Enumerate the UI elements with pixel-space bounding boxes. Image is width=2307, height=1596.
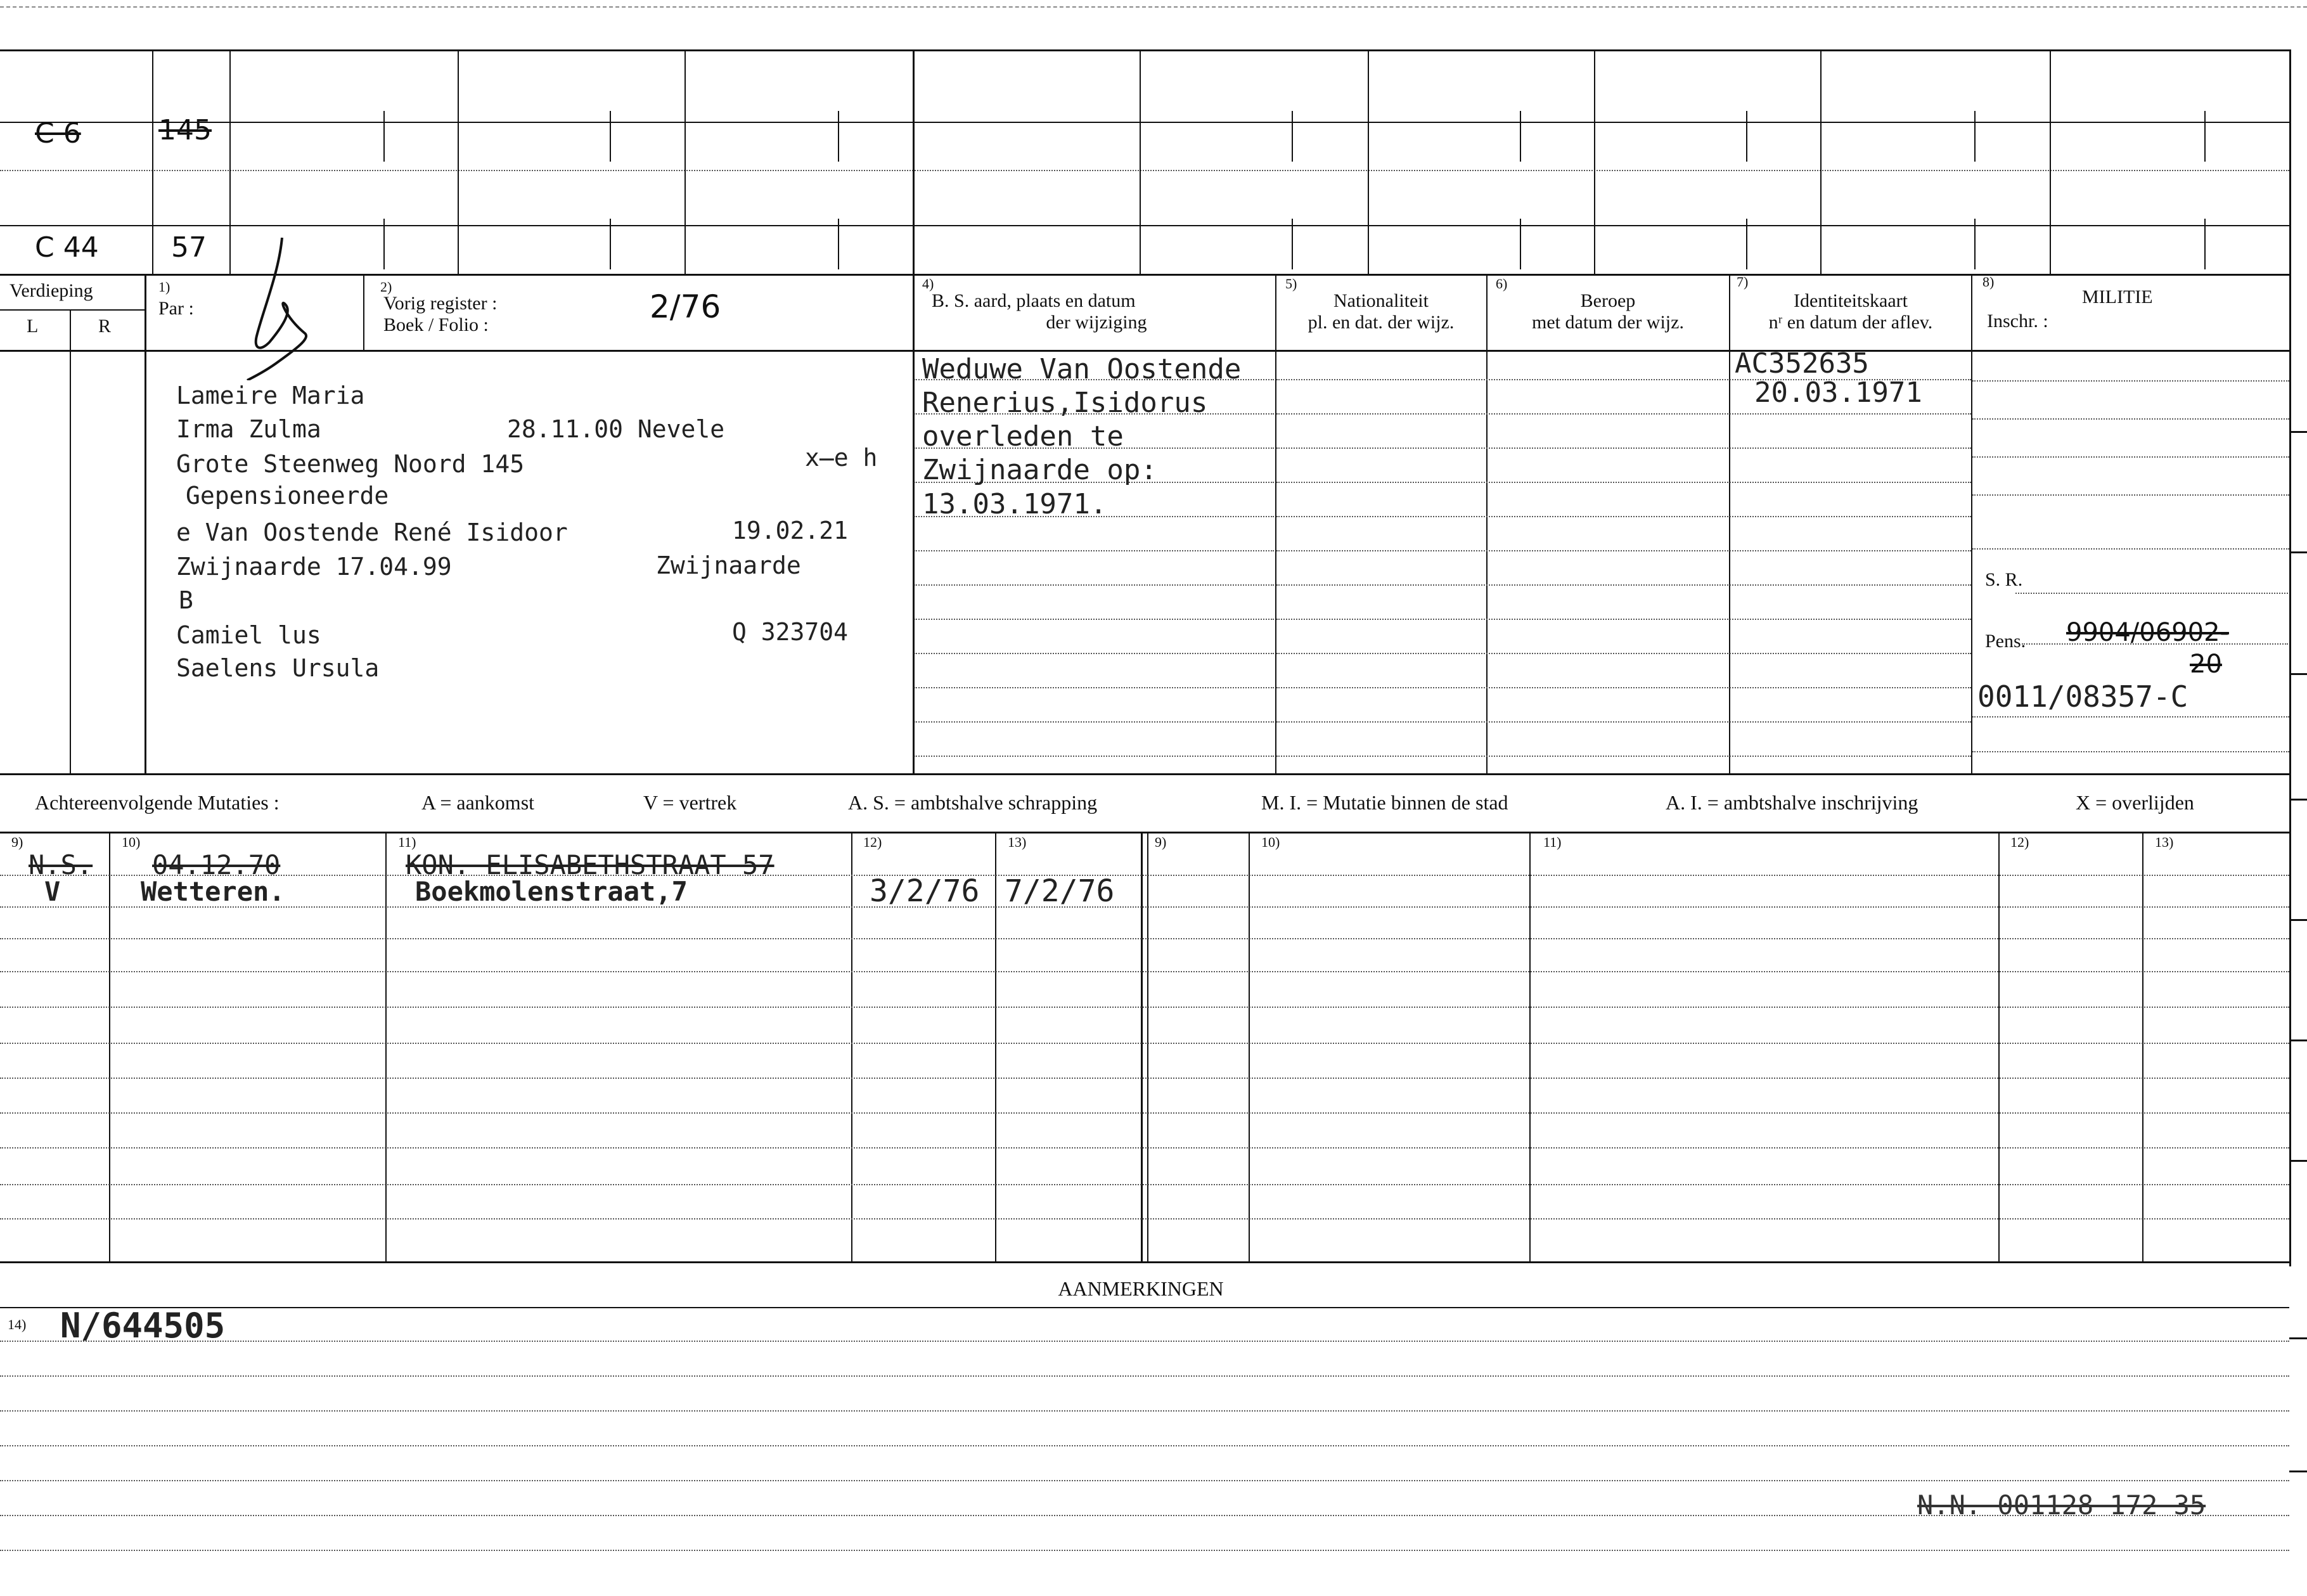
scan-top-edge [0,6,2307,8]
grid-tick [838,219,839,269]
rule [0,1410,2289,1412]
boek-folio-value: 2/76 [650,288,721,325]
legend-v: V = vertrek [643,791,737,814]
mut-vline [1147,832,1148,1263]
grid-tick [2204,111,2206,162]
grid-vline [684,49,686,275]
mut-vline [2142,832,2143,1263]
rule [2015,593,2288,594]
num-7: 7) [1737,274,1749,290]
bs-wijziging-line: overleden te [922,420,1124,453]
grid-tick [1520,219,1521,269]
mut-vline [1998,832,2000,1263]
grid-tick [383,219,385,269]
nationaliteit-label-1: Nationaliteit [1333,290,1429,311]
rule [1276,653,1971,654]
edge-tick [2289,431,2307,433]
bs-wijziging-line: Renerius,Isidorus [922,387,1208,419]
mut-row1-date: 04.12.70 [152,849,281,880]
grid-vline [2050,49,2051,275]
grid-tick [610,111,611,162]
rule [1276,756,1971,757]
num-6: 6) [1496,276,1508,292]
rule [1276,584,1971,586]
legend-ai: A. I. = ambtshalve inschrijving [1666,791,1918,814]
grid-vline [913,49,915,775]
num-14: 14) [8,1316,27,1332]
aanmerkingen-value: N/644505 [60,1306,226,1346]
rule [1276,516,1971,517]
mut-vline [1249,832,1250,1263]
edge-tick [2289,799,2307,801]
grid-tick [838,111,839,162]
edge-tick [2289,1039,2307,1041]
rule [1972,418,2289,420]
inschr-label: Inschr. : [1987,311,2048,331]
rule [1972,380,2289,382]
l-label: L [27,316,39,337]
nationaliteit-label-2: pl. en dat. der wijz. [1308,312,1455,333]
grid-tick [1746,111,1747,162]
top-row2-code: C 44 [35,231,99,264]
num-2: 2) [380,279,392,295]
mut-vline [851,832,852,1263]
person-line8a: Camiel lus [176,621,321,649]
mut-row2-date13: 7/2/76 [1005,873,1115,909]
mut-vline [1141,832,1143,1263]
grid-tick [610,219,611,269]
mut-row1-ns: N.S. [29,849,93,880]
col6-vline [1486,274,1488,775]
mut-col-num: 11) [398,834,416,850]
verdieping-label: Verdieping [10,280,93,301]
rule [1276,482,1971,483]
mut-col-num: 12) [2010,834,2029,850]
identiteitskaart-label-1: Identiteitskaart [1794,290,1908,311]
top-row-line [0,225,2289,226]
rule [914,721,1274,723]
grid-vline [1594,49,1595,275]
legend-mi: M. I. = Mutatie binnen de stad [1261,791,1508,814]
rule [1972,456,2289,458]
par-signature-scribble [241,235,323,380]
top-row1-code: C 6 [35,117,81,150]
bs-wijziging-line: Zwijnaarde op: [922,454,1157,486]
mut-row2-city: Wetteren. [141,876,285,907]
aanmerkingen-title: AANMERKINGEN [1058,1277,1224,1300]
person-line9: Saelens Ursula [176,654,380,682]
edge-tick [2289,1160,2307,1162]
top-row1-num: 145 [158,114,212,146]
grid-vline [1140,49,1141,275]
pens-new-number: 0011/08357-C [1977,679,2188,714]
verd-vline [145,274,146,775]
rule [0,1550,2289,1551]
rule [1276,619,1971,620]
col8-vline [1971,274,1972,775]
person-line6a: Zwijnaarde 17.04.99 [176,553,452,581]
militie-label: MILITIE [2082,286,2153,307]
rule [0,1480,2289,1481]
rule [1972,548,2289,550]
grid-tick [2204,219,2206,269]
beroep-label-1: Beroep [1580,290,1636,311]
grid-vline [1820,49,1822,275]
bs-label-2: der wijziging [1046,312,1147,333]
mut-col-num: 11) [1543,834,1562,850]
rule [1276,687,1971,688]
bs-label-1: B. S. aard, plaats en datum [932,290,1136,311]
footer-number: N.N. 001128 172 35 [1917,1490,2206,1521]
rule [0,1218,2289,1220]
mut-vline [109,832,110,1263]
rule [0,1112,2289,1114]
identiteitskaart-label-2: nʳ en datum der aflev. [1768,312,1933,333]
mut-col-num: 13) [1008,834,1027,850]
top-row-line [0,170,2289,171]
rule [1972,751,2289,752]
rule [914,550,1274,551]
grid-tick [1520,111,1521,162]
legend-x: X = overlijden [2076,791,2194,814]
verd-sub-line [0,309,146,311]
rule [0,1147,2289,1149]
bs-wijziging-line: 13.03.1971. [922,488,1107,520]
edge-tick [2289,1337,2307,1339]
person-line6b: Zwijnaarde [656,551,801,579]
pens-old-number-2: 20 [2190,650,2222,679]
r-label: R [98,316,112,337]
edge-tick [2289,1471,2307,1472]
grid-vline [458,49,459,275]
mut-col-num: 13) [2155,834,2174,850]
rule [1276,721,1971,723]
mut-vline [995,832,996,1263]
grid-tick [1292,219,1293,269]
mut-vline [385,832,387,1263]
mut-col-num: 10) [1261,834,1280,850]
mut-row2-v: V [44,876,61,907]
top-row2-num: 57 [171,231,207,264]
rule [914,756,1274,757]
num-4: 4) [922,276,934,292]
num-8: 8) [1982,274,1995,290]
id-card-number: AC352635 [1735,347,1869,380]
person-line7: B [179,586,193,614]
num-1: 1) [158,279,170,295]
rule [914,584,1274,586]
grid-vline [152,49,153,275]
rule [1276,447,1971,449]
grid-vline [1368,49,1369,275]
legend-title: Achtereenvolgende Mutaties : [35,791,280,814]
aanm-top-line [0,1307,2289,1308]
bs-wijziging-line: Weduwe Van Oostende [922,353,1242,385]
person-line1: Lameire Maria [176,382,365,409]
rule [0,1184,2289,1185]
person-line8b: Q 323704 [732,618,849,646]
num-5: 5) [1285,276,1297,292]
frame-right [2289,49,2291,1266]
rule [0,1445,2289,1446]
mut-vline [1529,832,1531,1263]
rule [0,1007,2289,1008]
mut-col-num: 10) [122,834,141,850]
rule [0,938,2289,939]
top-row-line [0,122,2289,123]
lr-vline [70,309,71,773]
mut-col-num: 12) [863,834,882,850]
edge-tick [2289,919,2307,921]
mut-row2-address: Boekmolenstraat,7 [415,876,688,907]
pens-label: Pens. [1985,631,2026,652]
mut-col-num: 9) [11,834,23,850]
rule [0,1043,2289,1044]
rule [0,1375,2289,1377]
boek-folio-label: Boek / Folio : [383,314,489,335]
rule [0,1078,2289,1079]
person-line4: Gepensioneerde [186,482,389,510]
header-top-line [0,274,2289,276]
rule [0,1341,2289,1342]
mut-col-num: 9) [1155,834,1167,850]
frame-top [0,49,2291,51]
legend-as: A. S. = ambtshalve schrapping [848,791,1098,814]
rule [914,653,1274,654]
rule [1276,550,1971,551]
body-bottom-line [0,773,2289,775]
rule [1972,716,2289,718]
legend-a: A = aankomst [421,791,535,814]
grid-vline [229,49,231,275]
id-card-date: 20.03.1971 [1754,376,1922,409]
grid-tick [1746,219,1747,269]
rule [914,687,1274,688]
col7-vline [1729,274,1730,775]
person-line2a: Irma Zulma [176,415,321,443]
sr-label: S. R. [1985,569,2023,590]
edge-tick [2289,551,2307,553]
mut-row1-address: KON. ELISABETHSTRAAT 57 [406,849,774,880]
grid-tick [1292,111,1293,162]
person-line2b: 28.11.00 Nevele [507,415,725,443]
rule [0,875,2289,876]
mutaties-top-line [0,832,2289,833]
person-line3a: Grote Steenweg Noord 145 [176,450,525,478]
mutaties-bottom-line [0,1261,2289,1263]
grid-tick [383,111,385,162]
rule [0,906,2289,908]
rule [0,971,2289,972]
header-bottom-line [0,350,2289,352]
mut-row2-date12: 3/2/76 [870,873,980,909]
person-line3b: x̶e h [805,444,878,472]
rule [1276,413,1971,415]
rule [914,619,1274,620]
pens-old-number: 9904/06902- [2066,618,2229,647]
grid-tick [1974,111,1976,162]
rule [1972,494,2289,496]
par-vline [363,274,364,350]
edge-tick [2289,673,2307,675]
person-line5a: e Van Oostende René Isidoor [176,518,568,546]
person-line5b: 19.02.21 [732,517,849,544]
vorig-register-label: Vorig register : [383,293,498,314]
beroep-label-2: met datum der wijz. [1532,312,1684,333]
par-label: Par : [158,298,194,319]
col5-vline [1275,274,1276,775]
grid-tick [1974,219,1976,269]
